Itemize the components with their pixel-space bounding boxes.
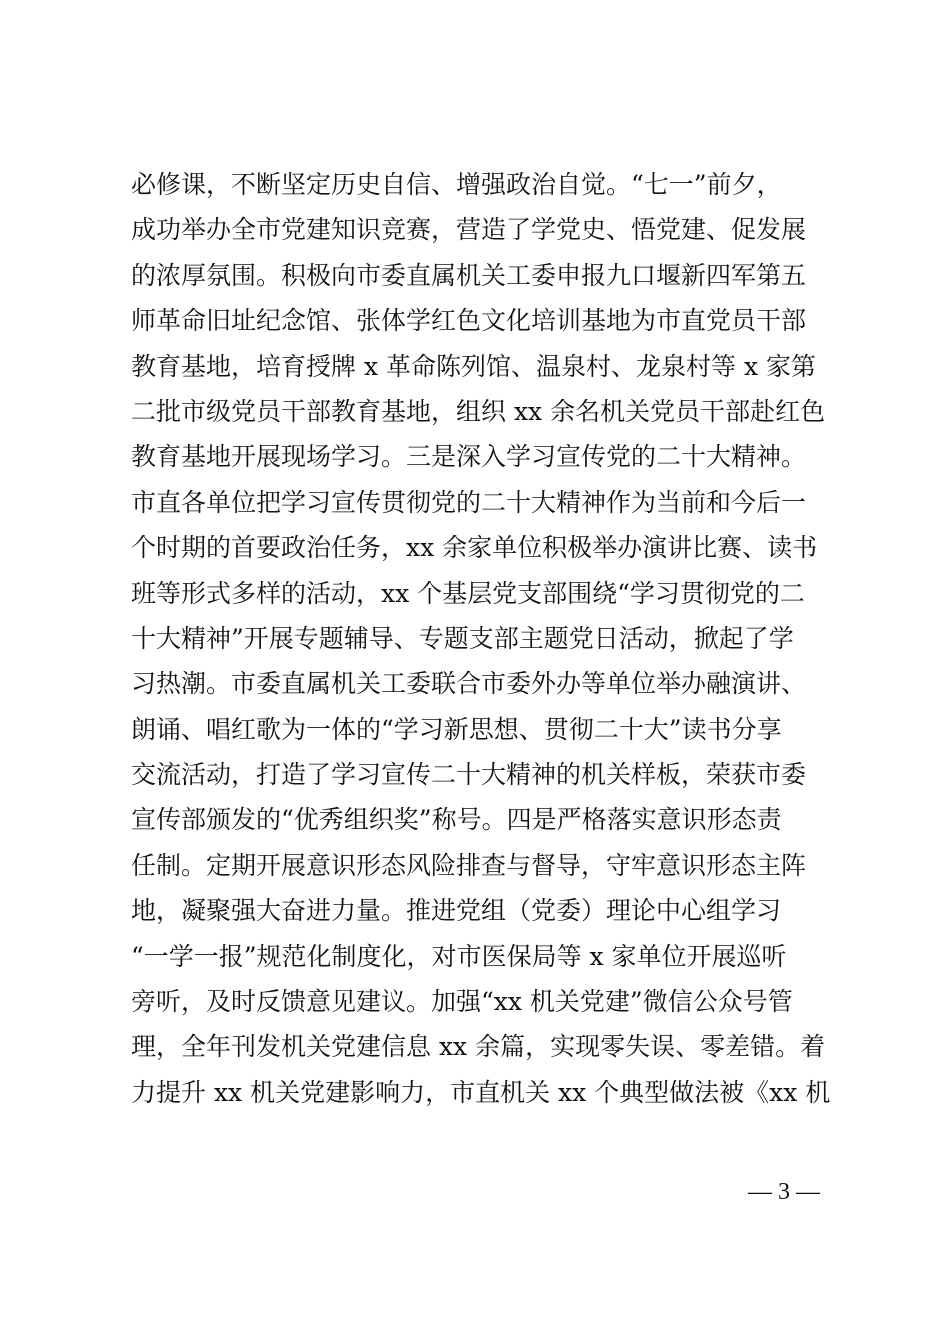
body-text xyxy=(131,162,831,1115)
text-line: “一学一报”规范化制度化，对市医保局等 x 家单位开展巡听 xyxy=(131,941,787,971)
text-line: 成功举办全市党建知识竞赛，营造了学党史、悟党建、促发展 xyxy=(131,215,807,245)
text-line: 朗诵、唱红歌为一体的“学习新思想、贯彻二十大”读书分享 xyxy=(131,714,782,744)
text-line: 地，凝聚强大奋进力量。推进党组（党委）理论中心组学习 xyxy=(131,896,782,926)
text-line: 交流活动，打造了学习宣传二十大精神的机关样板，荣获市委 xyxy=(131,760,807,790)
text-line: 力提升 xx 机关党建影响力，市直机关 xx 个典型做法被《xx 机 xyxy=(131,1077,831,1107)
text-line: 教育基地开展现场学习。三是深入学习宣传党的二十大精神。 xyxy=(131,442,807,472)
text-line: 必修课，不断坚定历史自信、增强政治自觉。“七一”前夕， xyxy=(131,170,782,199)
text-line: 班等形式多样的活动，xx 个基层党支部围绕“学习贯彻党的二 xyxy=(131,578,805,608)
page-number: — 3 — xyxy=(748,1179,820,1205)
text-line: 市直各单位把学习宣传贯彻党的二十大精神作为当前和今后一 xyxy=(131,487,807,517)
text-line: 理，全年刊发机关党建信息 xx 余篇，实现零失误、零差错。着 xyxy=(131,1032,826,1062)
text-line: 旁听，及时反馈意见建议。加强“xx 机关党建”微信公众号管 xyxy=(131,987,793,1017)
text-line: 习热潮。市委直属机关工委联合市委外办等单位举办融演讲、 xyxy=(131,669,807,699)
text-line: 二批市级党员干部教育基地，组织 xx 余名机关党员干部赴红色 xyxy=(131,396,826,426)
text-line: 师革命旧址纪念馆、张体学红色文化培训基地为市直党员干部 xyxy=(131,306,807,336)
text-line: 教育基地，培育授牌 x 革命陈列馆、温泉村、龙泉村等 x 家第 xyxy=(131,351,816,381)
text-line: 个时期的首要政治任务，xx 余家单位积极举办演讲比赛、读书 xyxy=(131,533,818,563)
text-line: 的浓厚氛围。积极向市委直属机关工委申报九口堰新四军第五 xyxy=(131,260,807,290)
text-line: 宣传部颁发的“优秀组织奖”称号。四是严格落实意识形态责 xyxy=(131,805,782,835)
text-line: 十大精神”开展专题辅导、专题支部主题党日活动，掀起了学 xyxy=(131,623,794,653)
text-line: 任制。定期开展意识形态风险排查与督导，守牢意识形态主阵 xyxy=(131,850,807,880)
